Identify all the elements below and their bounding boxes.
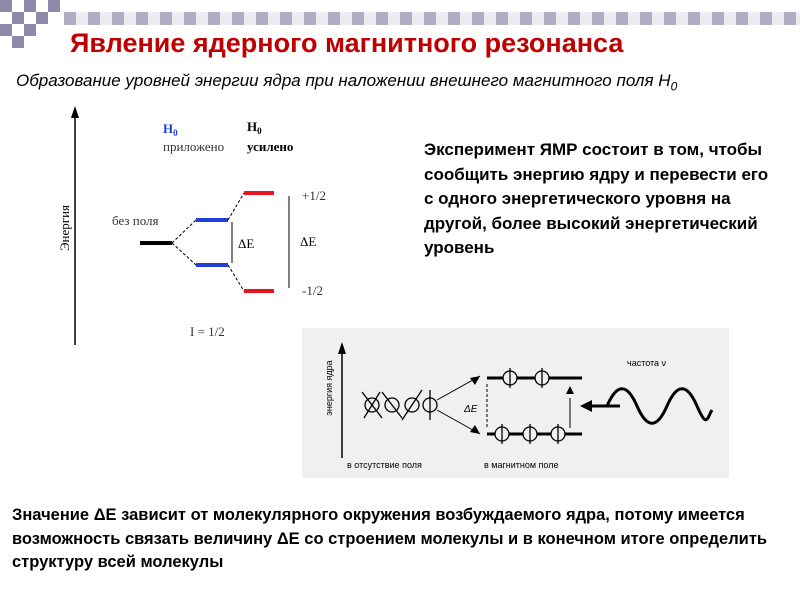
spin-up-label: +1/2 (302, 188, 326, 203)
delta-e-small-label: ΔE (238, 236, 255, 251)
subtitle-text: Образование уровней энергии ядра при наложении внешнего магнитного поля Н (16, 71, 671, 90)
spin-number-label: I = 1/2 (190, 324, 225, 339)
nucleus-energy-axis-label: энергия ядра (324, 360, 334, 416)
footer-conclusion: Значение ΔЕ зависит от молекулярного окружения возбуждаемого ядра, потому имеется возможность связать величину ΔЕ со строением молекулы и в конечном итоге определить структуру всей молекулы (12, 506, 768, 571)
amplify-line-up (228, 193, 244, 220)
energy-axis-label: Энергия (57, 204, 72, 252)
magnetic-field-caption: в магнитном поле (484, 460, 559, 470)
h0-amplified-symbol: $H_0$ (247, 119, 262, 136)
delta-e-label: ΔE (464, 404, 478, 415)
experiment-description: Эксперимент ЯМР состоит в том, чтобы сообщить энергию ядру и перевести его с одного энергетического уровня на другой, более высокий энергетический уровень (424, 140, 769, 257)
frequency-label: частота ν (627, 358, 667, 368)
delta-e-large-label: ΔE (300, 234, 317, 249)
h0-applied-symbol: $H_0$ (163, 121, 178, 138)
energy-level-diagram (0, 0, 420, 350)
energy-axis-arrow (71, 106, 79, 118)
page-title: Явление ядерного магнитного резонанса (70, 28, 624, 58)
split-line-down (172, 243, 196, 265)
no-field-label: без поля (112, 213, 159, 228)
nmr-transition-diagram (302, 328, 729, 478)
spin-down-label: -1/2 (302, 283, 323, 298)
split-line-up (172, 220, 196, 243)
h0-amplified-label: усилено (247, 139, 294, 154)
amplify-line-down (228, 265, 244, 291)
h0-applied-label: приложено (163, 139, 225, 154)
subtitle-subscript: 0 (670, 79, 678, 94)
diagram-background (302, 328, 729, 478)
no-field-caption: в отсутствие поля (347, 460, 422, 470)
